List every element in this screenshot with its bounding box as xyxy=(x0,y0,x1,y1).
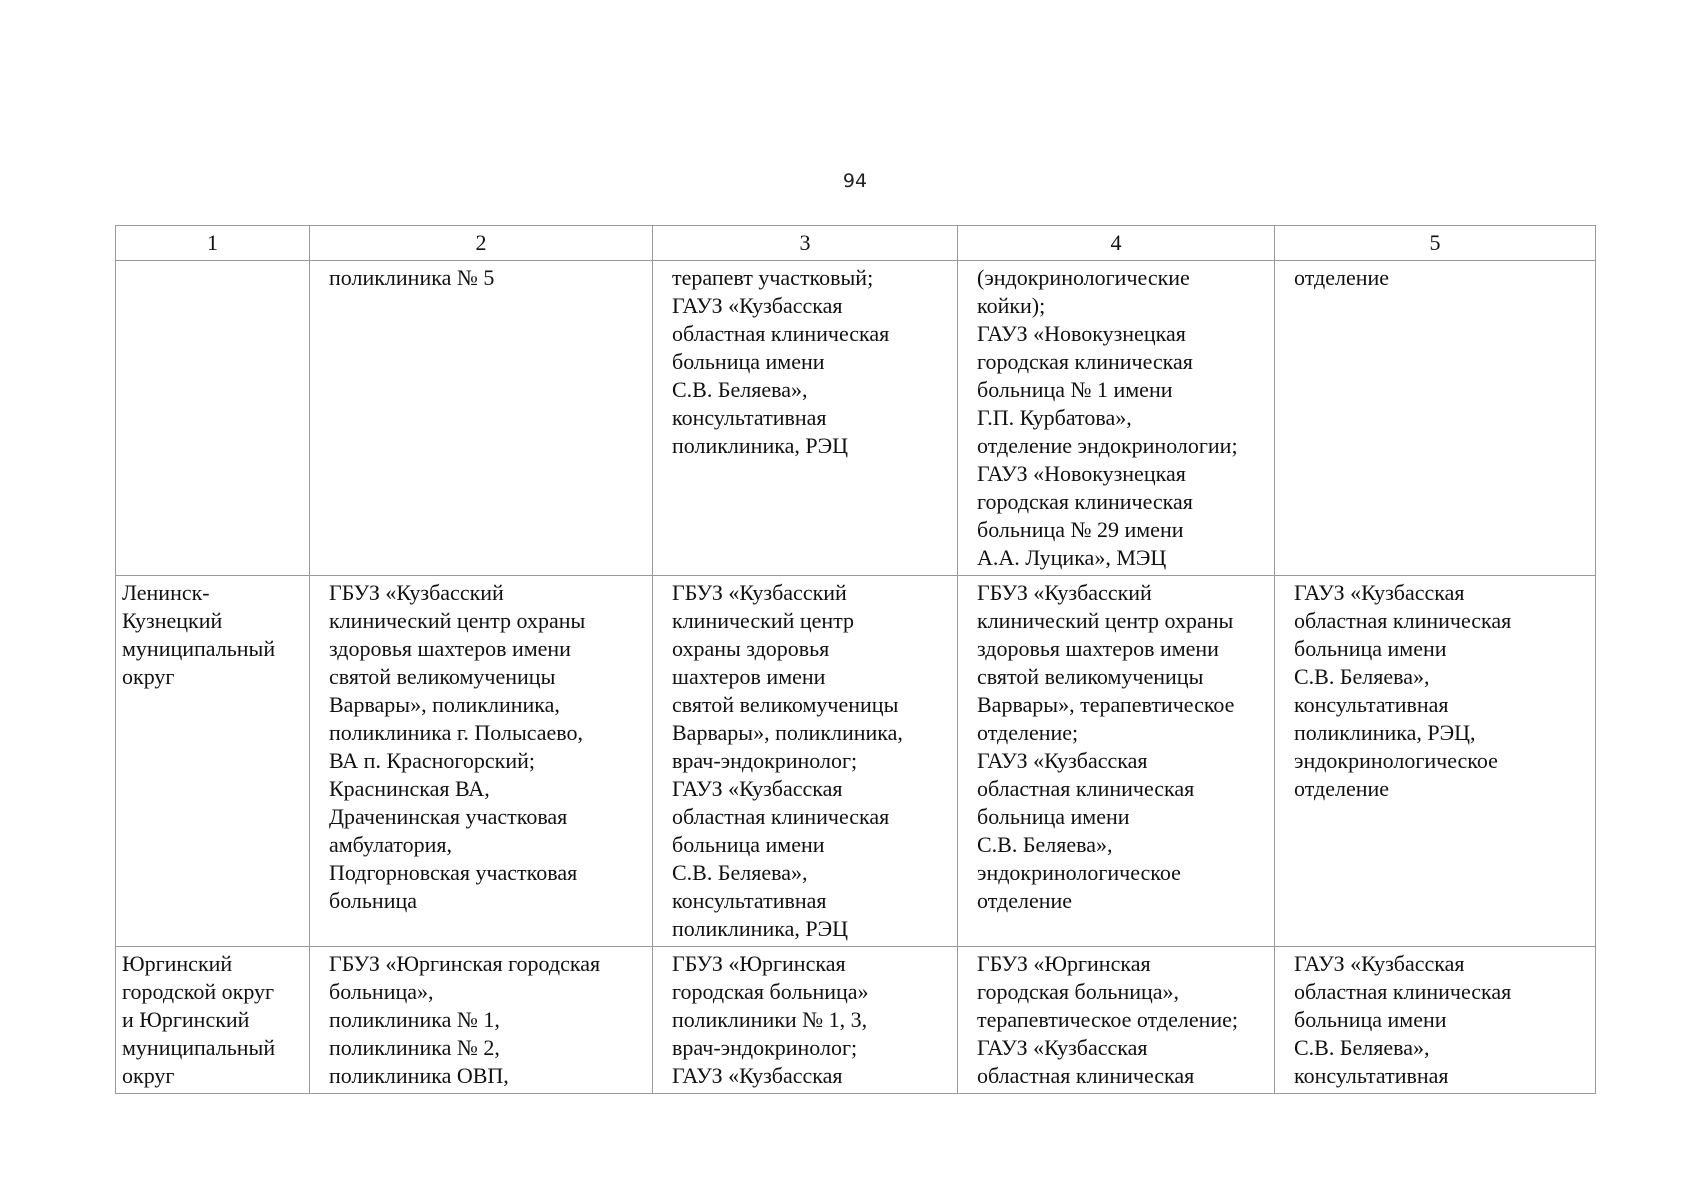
table-cell-col-2: ГБУЗ «Юргинская городская больница», поликлиника № 1, поликлиника № 2, поликлиника ОВП, xyxy=(310,947,653,1094)
table-cell-col-3: ГБУЗ «Юргинская городская больница» поликлиники № 1, 3, врач-эндокринолог; ГАУЗ «Кузбасская xyxy=(653,947,958,1094)
table-cell-territory: Ленинск- Кузнецкий муниципальный округ xyxy=(116,576,310,947)
table-row xyxy=(116,261,1596,576)
table-row xyxy=(116,947,1596,1094)
table-cell-col-5: ГАУЗ «Кузбасская областная клиническая больница имени С.В. Беляева», консультативная xyxy=(1275,947,1596,1094)
page-number: 94 xyxy=(842,170,868,192)
table-cell-territory xyxy=(116,261,310,576)
column-header-2: 2 xyxy=(310,226,653,261)
column-header-1: 1 xyxy=(116,226,310,261)
table-cell-col-5: отделение xyxy=(1275,261,1596,576)
table-cell-col-3: ГБУЗ «Кузбасский клинический центр охраны здоровья шахтеров имени святой великомученицы Варвары», поликлиника, врач-эндокринолог; ГАУЗ «Кузбасская областная клиническая больница имени С.В. Беляева», консультативная поликлиника, РЭЦ xyxy=(653,576,958,947)
column-header-5: 5 xyxy=(1275,226,1596,261)
table-cell-col-4: ГБУЗ «Юргинская городская больница», терапевтическое отделение; ГАУЗ «Кузбасская областная клиническая xyxy=(958,947,1275,1094)
table-header-row xyxy=(116,226,1596,261)
column-header-4: 4 xyxy=(958,226,1275,261)
table-cell-col-4: ГБУЗ «Кузбасский клинический центр охраны здоровья шахтеров имени святой великомученицы Варвары», терапевтическое отделение; ГАУЗ «Кузбасская областная клиническая больница имени С.В. Беляева», эндокринологическое отделение xyxy=(958,576,1275,947)
medical-institutions-table xyxy=(115,225,1596,1094)
table-cell-col-5: ГАУЗ «Кузбасская областная клиническая больница имени С.В. Беляева», консультативная поликлиника, РЭЦ, эндокринологическое отделение xyxy=(1275,576,1596,947)
table-cell-col-4: (эндокринологические койки); ГАУЗ «Новокузнецкая городская клиническая больница № 1 имени Г.П. Курбатова», отделение эндокринологии; ГАУЗ «Новокузнецкая городская клиническая больница № 29 имени А.А. Луцика», МЭЦ xyxy=(958,261,1275,576)
table-cell-col-2: поликлиника № 5 xyxy=(310,261,653,576)
table-row xyxy=(116,576,1596,947)
table-cell-col-2: ГБУЗ «Кузбасский клинический центр охраны здоровья шахтеров имени святой великомученицы Варвары», поликлиника, поликлиника г. Полысаево, ВА п. Красногорский; Краснинская ВА, Драченинская участковая амбулатория, Подгорновская участковая больница xyxy=(310,576,653,947)
table-cell-territory: Юргинский городской округ и Юргинский муниципальный округ xyxy=(116,947,310,1094)
table-cell-col-3: терапевт участковый; ГАУЗ «Кузбасская областная клиническая больница имени С.В. Беляева», консультативная поликлиника, РЭЦ xyxy=(653,261,958,576)
column-header-3: 3 xyxy=(653,226,958,261)
